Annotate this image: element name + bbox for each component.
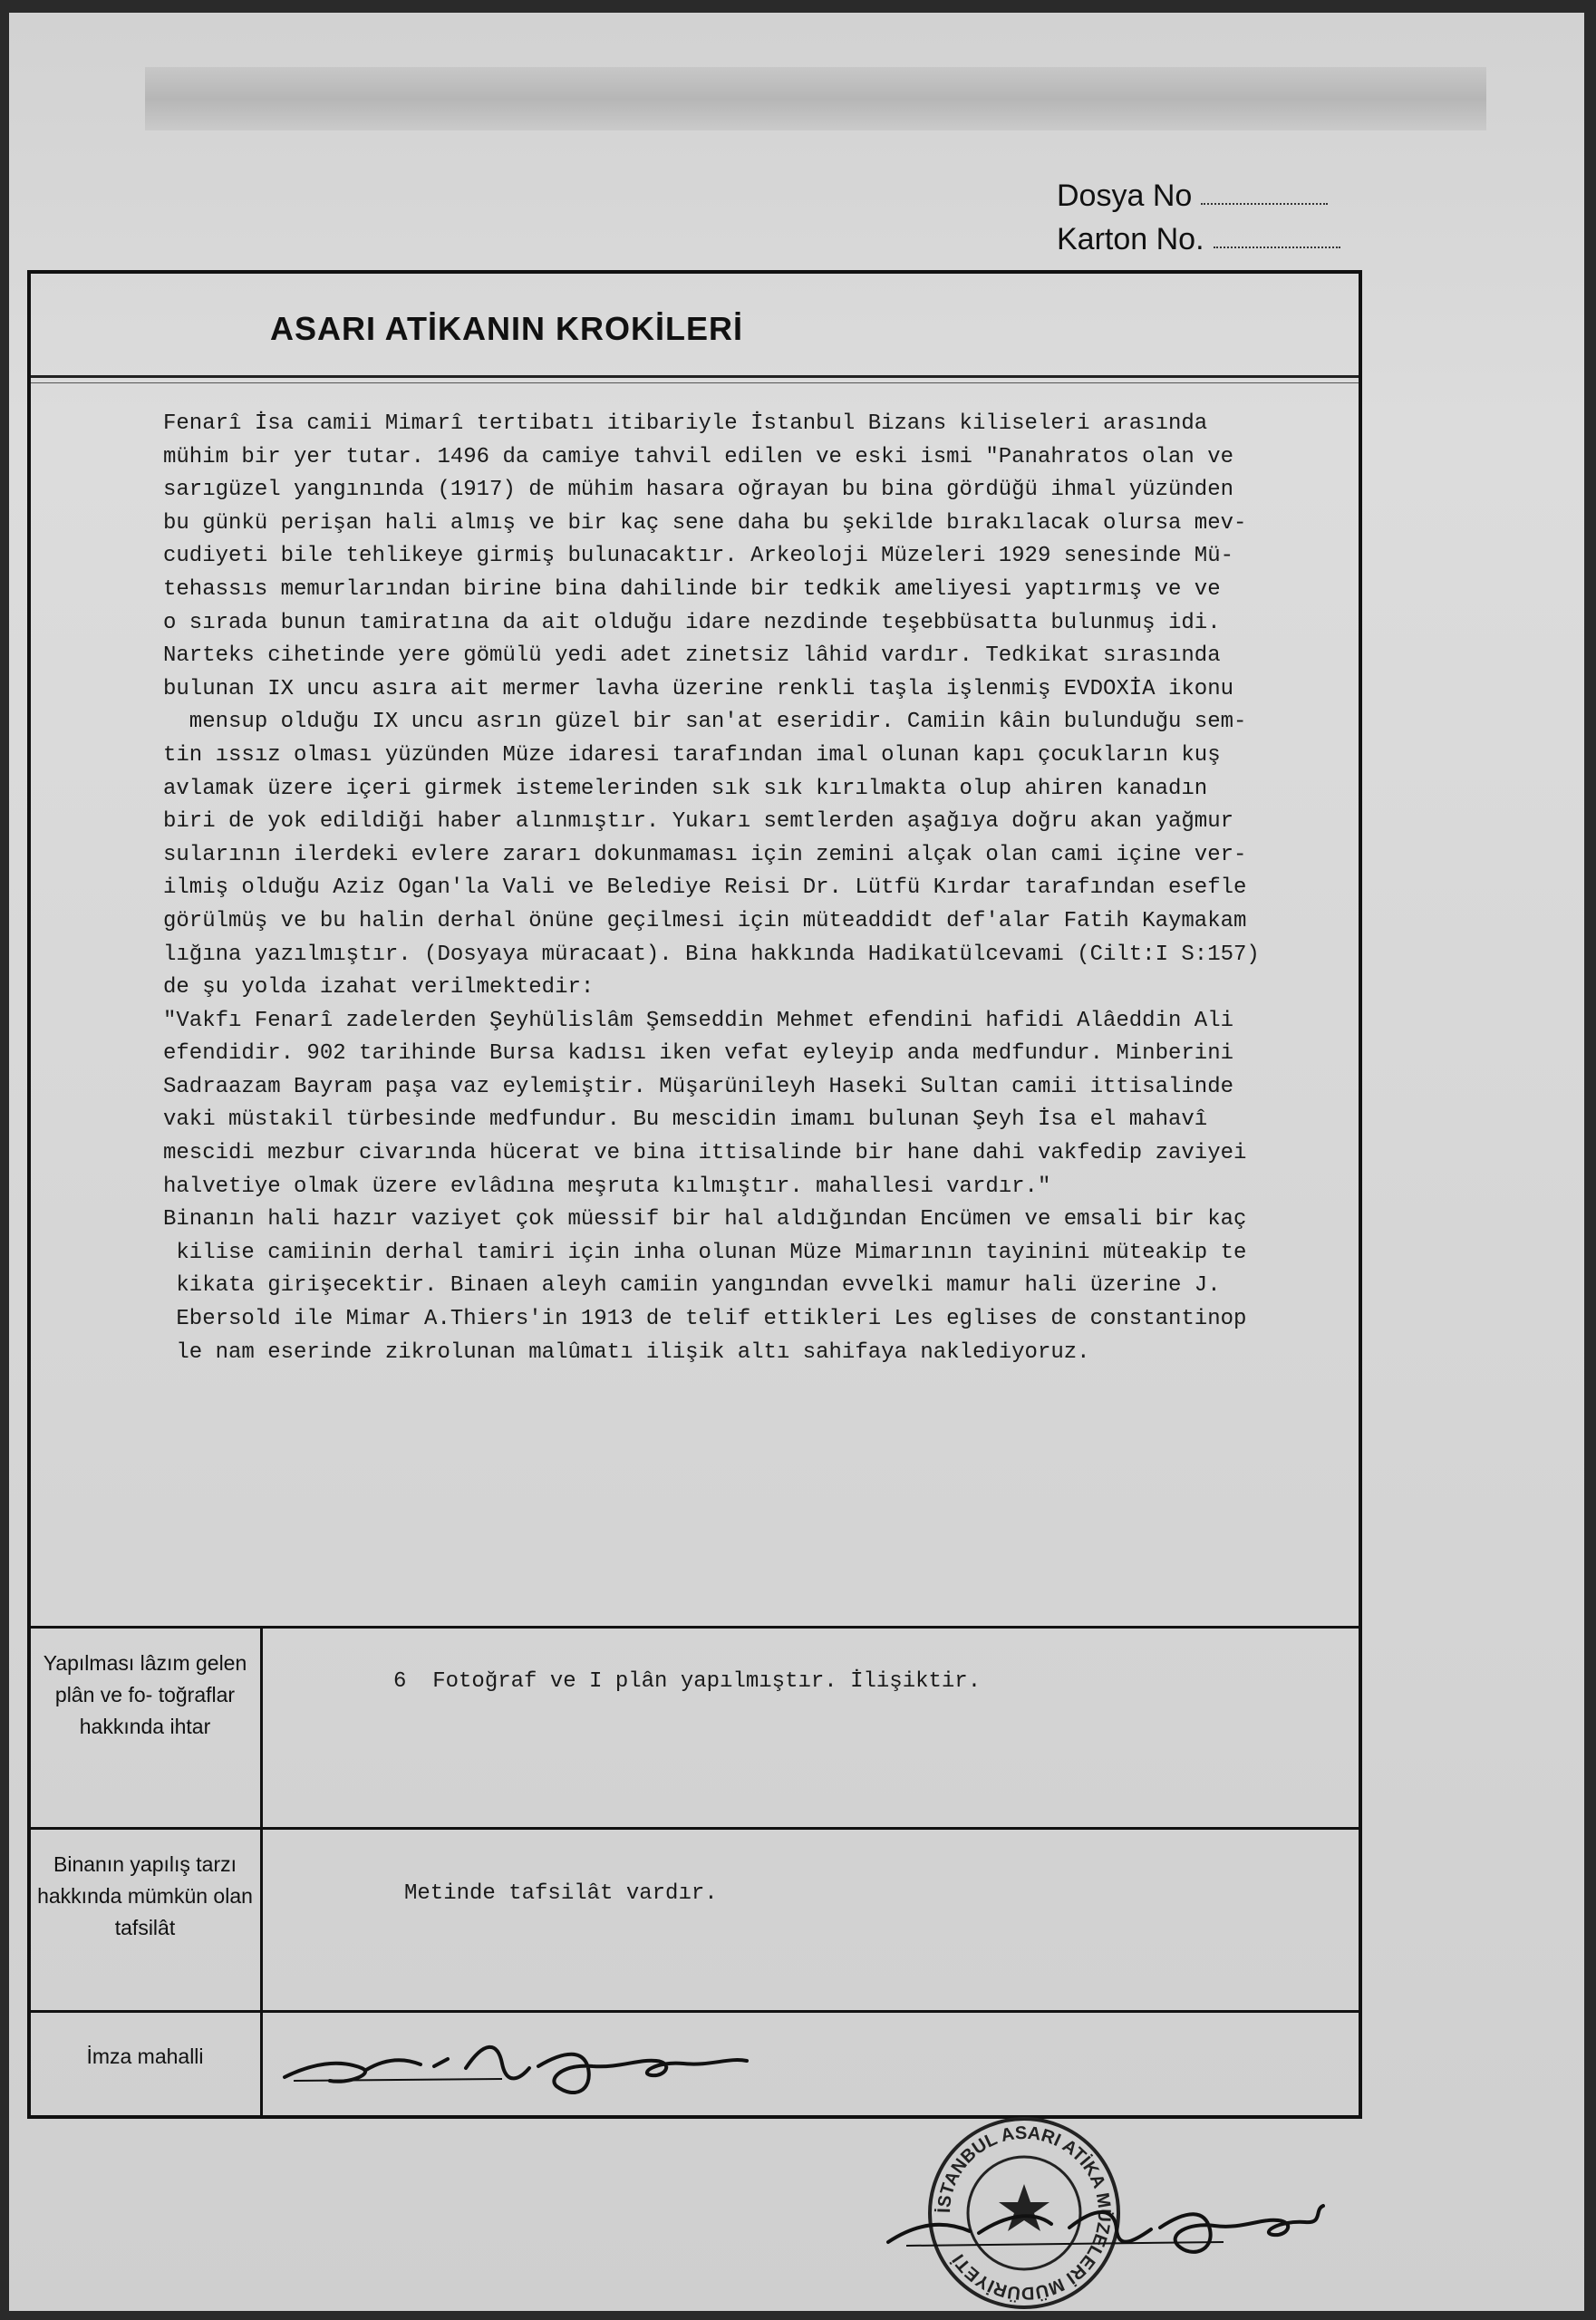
plan-photo-label: Yapılması lâzım gelen plân ve fo- toğraflar hakkında ihtar: [43, 1651, 247, 1738]
body-line: halvetiye olmak üzere evlâdına meşruta kılmıştır. mahallesi vardır.": [163, 1174, 1051, 1199]
folder-fold-shadow: [145, 67, 1486, 130]
body-line: görülmüş ve bu halin derhal önüne geçilmesi için müteaddidt def'alar Fatih Kaymakam: [163, 908, 1247, 933]
body-line: mensup olduğu IX uncu asrın güzel bir san'at eseridir. Camiin kâin bulunduğu sem-: [163, 710, 1247, 735]
body-text: [163, 408, 1359, 1369]
body-line: de şu yolda izahat verilmektedir:: [163, 975, 595, 1000]
bottom-signature-image: [879, 2170, 1332, 2269]
body-line: mescidi mezbur civarında hücerat ve bina ittisalinde bir hane dahi vakfedip zaviyei: [163, 1141, 1247, 1166]
body-line: kilise camiinin derhal tamiri için inha olunan Müze Mimarının tayinini müteakip te: [163, 1240, 1247, 1265]
form-frame: [27, 270, 1362, 2119]
body-line: kikata girişecektir. Binaen aleyh camiin yangından evvelki mamur hali üzerine J.: [163, 1273, 1221, 1299]
file-number-block: [1057, 174, 1340, 261]
dosya-no-dotted-line: [1201, 203, 1328, 205]
dosya-no-label: Dosya No: [1057, 179, 1193, 213]
title-divider: [31, 375, 1359, 378]
body-line: sarıgüzel yangınında (1917) de mühim hasara oğrayan bu bina gördüğü ihmal yüzünden: [163, 478, 1233, 503]
construction-value: Metinde tafsilât vardır.: [404, 1881, 718, 1906]
row-divider-1: [31, 1626, 1359, 1629]
body-line: "Vakfı Fenarî zadelerden Şeyhülislâm Şemseddin Mehmet efendini hafidi Alâeddin Ali: [163, 1008, 1233, 1033]
document-page: [9, 13, 1584, 2311]
body-line: Binanın hali hazır vaziyet çok müessif bir hal aldığından Encümen ve emsali bir kaç: [163, 1207, 1247, 1232]
row-divider-3: [31, 2010, 1359, 2013]
stamp-ring-text: İSTANBUL ASARI ATİKA MÜZELERİ MÜDÜRİYETİ: [933, 2122, 1115, 2304]
body-line: Ebersold ile Mimar A.Thiers'in 1913 de telif ettikleri Les eglises de constantinop: [163, 1307, 1247, 1332]
row-divider-2: [31, 1827, 1359, 1830]
body-line: cudiyeti bile tehlikeye girmiş bulunacaktır. Arkeoloji Müzeleri 1929 senesinde Mü-: [163, 544, 1233, 569]
body-line: avlamak üzere içeri girmek istemelerinden sık sık kırılmakta olup ahiren kanadın: [163, 776, 1208, 801]
body-line: bulunan IX uncu asıra ait mermer lavha üzerine renkli taşla işlenmiş EVDOXİA ikonu: [163, 676, 1233, 701]
body-line: efendidir. 902 tarihinde Bursa kadısı iken vefat eyleyip anda medfundur. Minberini: [163, 1041, 1233, 1067]
construction-label: Binanın yapılış tarzı hakkında mümkün olan tafsilât: [37, 1852, 253, 1939]
karton-no-label: Karton No.: [1057, 222, 1204, 256]
signature-image: [276, 2014, 783, 2113]
body-line: o sırada bunun tamiratına da ait olduğu idare nezdinde teşebbüsatta bulunmuş idi.: [163, 610, 1221, 635]
karton-no-row: [1057, 218, 1340, 261]
label-column-divider: [260, 1626, 263, 2119]
body-line: le nam eserinde zikrolunan malûmatı ilişik altı sahifaya naklediyoruz.: [163, 1339, 1090, 1365]
plan-photo-value: 6 Fotoğraf ve I plân yapılmıştır. İlişiktir.: [393, 1669, 982, 1694]
title-divider-thin: [31, 382, 1359, 383]
karton-no-dotted-line: [1214, 246, 1340, 248]
body-line: tehassıs memurlarından birine bina dahilinde bir tedkik ameliyesi yaptırmış ve ve: [163, 576, 1221, 602]
body-line: tin ıssız olması yüzünden Müze idaresi tarafından imal olunan kapı çocukların kuş: [163, 742, 1221, 768]
form-title: ASARI ATİKANIN KROKİLERİ: [270, 310, 743, 347]
signature-label: İmza mahalli: [86, 2044, 204, 2068]
body-line: sularının ilerdeki evlere zararı dokunmaması için zemini alçak olan cami içine ver-: [163, 842, 1247, 867]
body-line: vaki müstakil türbesinde medfundur. Bu mescidin imamı bulunan Şeyh İsa el mahavî: [163, 1107, 1208, 1133]
body-line: bu günkü perişan hali almış ve bir kaç sene daha bu şekilde bırakılacak olursa mev-: [163, 510, 1247, 536]
body-line: ilmiş olduğu Aziz Ogan'la Vali ve Belediye Reisi Dr. Lütfü Kırdar tarafından esefle: [163, 875, 1247, 901]
body-line: mühim bir yer tutar. 1496 da camiye tahvil edilen ve eski ismi "Panahratos olan ve: [163, 444, 1233, 469]
body-line: Fenarî İsa camii Mimarî tertibatı itibariyle İstanbul Bizans kiliseleri arasında: [163, 411, 1208, 436]
body-line: lığına yazılmıştır. (Dosyaya müracaat). Bina hakkında Hadikatülcevami (Cilt:I S:157): [163, 942, 1260, 967]
body-line: Narteks cihetinde yere gömülü yedi adet zinetsiz lâhid vardır. Tedkikat sırasında: [163, 643, 1221, 669]
body-line: biri de yok edildiği haber alınmıştır. Yukarı semtlerden aşağıya doğru akan yağmur: [163, 809, 1233, 835]
dosya-no-row: [1057, 174, 1340, 218]
body-line: Sadraazam Bayram paşa vaz eylemiştir. Müşarünileyh Haseki Sultan camii ittisalinde: [163, 1074, 1233, 1099]
